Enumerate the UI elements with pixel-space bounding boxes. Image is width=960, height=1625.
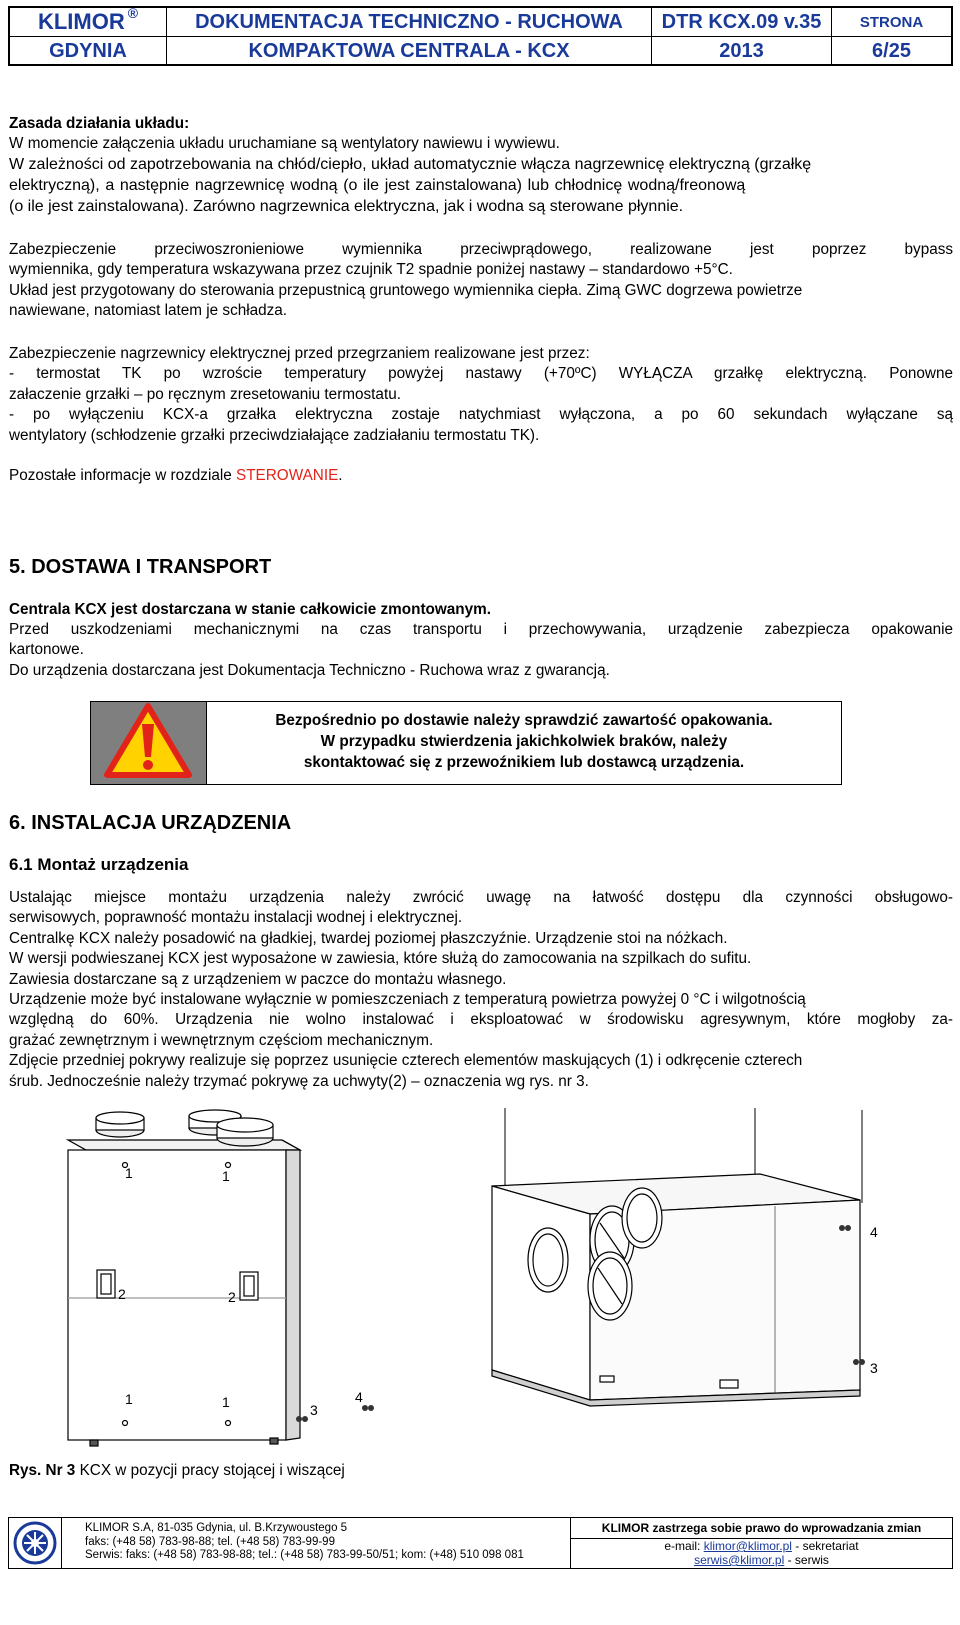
principle-p4-line: Zabezpieczenie nagrzewnicy elektrycznej przed przegrzaniem realizowane jest przez: — [9, 345, 590, 362]
product-name: KOMPAKTOWA CENTRALA - KCX — [167, 37, 652, 65]
label-1: 1 — [222, 1394, 230, 1410]
installation-line: Centralkę KCX należy posadowić na gładkiej, twardej poziomej płaszczyźnie. Urządzenie stoi na nóżkach. — [9, 929, 728, 947]
registered-mark: ® — [127, 5, 139, 21]
warning-icon-cell — [91, 702, 207, 784]
principle-p3-line: Układ jest przygotowany do sterowania przepustnicą gruntowego wymiennika ciepła. Zimą GWC dogrzewa powietrze — [9, 281, 803, 299]
figure-caption-text: KCX w pozycji pracy stojącej i wiszącej — [75, 1462, 345, 1479]
installation-line: grażać zewnętrznym i wewnętrznym częściom mechanicznym. — [9, 1031, 434, 1049]
kcx-standing-unit — [68, 1110, 374, 1446]
installation-text — [9, 888, 953, 1092]
section-6-heading: 6. INSTALACJA URZĄDZENIA — [9, 812, 292, 834]
installation-line: W wersji podwieszanej KCX jest wyposażone w zawiesia, które służą do zamocowania na szpilkach do sufitu. — [9, 950, 752, 968]
doc-code: DTR KCX.09 v.35 — [652, 8, 832, 37]
installation-line: śrub. Jednocześnie należy trzymać pokrywę za uchwyty(2) – oznaczenia wg rys. nr 3. — [9, 1072, 589, 1090]
footer-right — [571, 1518, 952, 1568]
principle-p1: W momencie załączenia układu uruchamiane są wentylatory nawiewu i wywiewu. — [9, 135, 560, 152]
label-2: 2 — [118, 1286, 126, 1302]
label-3: 3 — [310, 1402, 318, 1418]
email-label: e-mail: — [664, 1539, 704, 1553]
label-4: 4 — [355, 1389, 363, 1405]
installation-line: Zdjęcie przedniej pokrywy realizuje się poprzez usunięcie czterech elementów maskujących (1) i odkręcenie czterech — [9, 1052, 803, 1070]
label-3: 3 — [870, 1360, 878, 1376]
footer-email-1 — [571, 1539, 952, 1553]
footer-service-line: Serwis: faks: (+48 58) 783-98-88; tel.: (+48 58) 783-99-50/51; kom: (+48) 510 098 081 — [85, 1549, 524, 1561]
section-5-heading: 5. DOSTAWA I TRANSPORT — [9, 556, 272, 578]
warning-box — [90, 701, 842, 785]
footer-rights: KLIMOR zastrzega sobie prawo do wprowadzania zmian — [571, 1518, 952, 1539]
kcx-hanging-unit — [492, 1108, 865, 1406]
principle-p4-line: - termostat TK po wzroście temperatury powyżej nastawy (+70ºC) WYŁĄCZA grzałkę elektryczną. Ponowne — [9, 365, 953, 383]
principle-p4-line: załaczenie grzałki – po ręcznym zresetowaniu termostatu. — [9, 385, 401, 403]
delivery-line: kartonowe. — [9, 641, 84, 659]
principle-p2-line: (o ile jest zainstalowana). Zarówno nagrzewnica elektryczna, jak i wodna są sterowane płynnie. — [9, 198, 684, 215]
brand-logo — [10, 5, 167, 37]
installation-line: serwisowych, poprawność montażu instalacji wodnej i elektrycznej. — [9, 909, 463, 927]
warning-line: skontaktować się z przewoźnikiem lub dostawcą urządzenia. — [303, 753, 745, 771]
sterowanie-link[interactable]: STEROWANIE — [236, 467, 339, 484]
label-2: 2 — [228, 1289, 236, 1305]
principle-p4-line: - po wyłączeniu KCX-a grzałka elektryczna zostaje natychmiast wyłączona, a po 60 sekundach wyłączane są — [9, 406, 953, 424]
page-label: STRONA — [832, 8, 951, 37]
principle-p4-line: wentylatory (schłodzenie grzałki przeciwdziałające zadziałaniu termostatu TK). — [9, 426, 540, 444]
installation-line: względną do 60%. Urządzenia nie wolno instalować i eksploatować w środowisku agresywnym, które mogłoby za- — [9, 1011, 953, 1029]
footer-email-2 — [571, 1553, 952, 1567]
section-6-1-heading: 6.1 Montaż urządzenia — [9, 855, 189, 874]
warning-line: W przypadku stwierdzenia jakichkolwiek braków, należy — [320, 732, 728, 750]
figure-caption — [9, 1462, 345, 1480]
page-footer — [8, 1517, 953, 1569]
footer-phone-line: faks: (+48 58) 783-98-88; tel. (+48 58) 783-99-99 — [85, 1535, 335, 1548]
delivery-line: Przed uszkodzeniami mechanicznymi na czas transportu i przechowywania, urządzenie zabezpiecza opakowanie — [9, 621, 953, 638]
label-1: 1 — [125, 1391, 133, 1407]
principle-title: Zasada działania układu: — [9, 115, 190, 132]
principle-p3-line: wymiennika, gdy temperatura wskazywana przez czujnik T2 spadnie poniżej nastawy – standardowo +5°C. — [9, 261, 733, 279]
installation-line: Zawiesia dostarczane są z urządzeniem w paczce do montażu własnego. — [9, 970, 507, 988]
city: GDYNIA — [10, 37, 167, 65]
footer-logo — [9, 1518, 62, 1568]
figure-caption-number: Rys. Nr 3 — [9, 1462, 76, 1479]
secretariat-email-link[interactable]: klimor@klimor.pl — [703, 1539, 792, 1553]
year: 2013 — [652, 37, 832, 65]
doc-type: DOKUMENTACJA TECHNICZNO - RUCHOWA — [167, 8, 652, 37]
more-info-text: Pozostałe informacje w rozdziale — [9, 467, 237, 484]
delivery-bold: Centrala KCX jest dostarczana w stanie całkowicie zmontowanym. — [9, 601, 492, 618]
principle-p3 — [9, 240, 953, 322]
principle-p3-line: Zabezpieczenie przeciwoszronieniowe wymiennika przeciwprądowego, realizowane jest poprzez bypass — [9, 241, 953, 258]
label-1: 1 — [222, 1168, 230, 1184]
principle-p4 — [9, 344, 953, 446]
footer-address-line: KLIMOR S.A, 81-035 Gdynia, ul. B.Krzywoustego 5 — [85, 1522, 348, 1534]
warning-message — [207, 711, 841, 773]
warning-line: Bezpośrednio po dostawie należy sprawdzić zawartość opakowania. — [275, 712, 773, 729]
delivery-line: Do urządzenia dostarczana jest Dokumentacja Techniczno - Ruchowa wraz z gwarancją. — [9, 661, 610, 679]
warning-icon — [91, 702, 206, 784]
more-info-dot: . — [338, 467, 343, 484]
figure-kcx-units — [0, 1108, 960, 1463]
email-role: - serwis — [784, 1553, 829, 1567]
footer-address — [61, 1518, 571, 1568]
principle-p2-line: W zależności od zapotrzebowania na chłód/ciepło, układ automatycznie włącza nagrzewnicę elektryczną (grzałkę — [9, 156, 812, 173]
email-role: - sekretariat — [791, 1539, 859, 1553]
service-email-link[interactable]: serwis@klimor.pl — [694, 1553, 785, 1567]
page-header — [8, 6, 953, 66]
installation-line: Urządzenie może być instalowane wyłącznie w pomieszczeniach z temperaturą powietrza powyżej 0 °C i wilgotnością — [9, 991, 806, 1009]
installation-line: Ustalając miejsce montażu urządzenia należy zwrócić uwagę na łatwość dostępu dla czynności obsługowo- — [9, 889, 953, 906]
principle-p2-line: elektryczną), a następnie nagrzewnicę wodną (o ile jest zainstalowana) lub chłodnicę wodną/freonową — [9, 177, 746, 194]
principle-p3-line: nawiewane, natomiast latem je schładza. — [9, 302, 288, 320]
delivery-text — [9, 620, 953, 681]
page-number: 6/25 — [872, 39, 911, 62]
label-4: 4 — [870, 1224, 878, 1240]
more-info — [9, 466, 953, 486]
label-1: 1 — [125, 1165, 133, 1181]
principle-p2 — [9, 154, 953, 217]
klimor-logo-icon — [9, 1518, 61, 1568]
brand-name: KLIMOR — [37, 9, 125, 34]
